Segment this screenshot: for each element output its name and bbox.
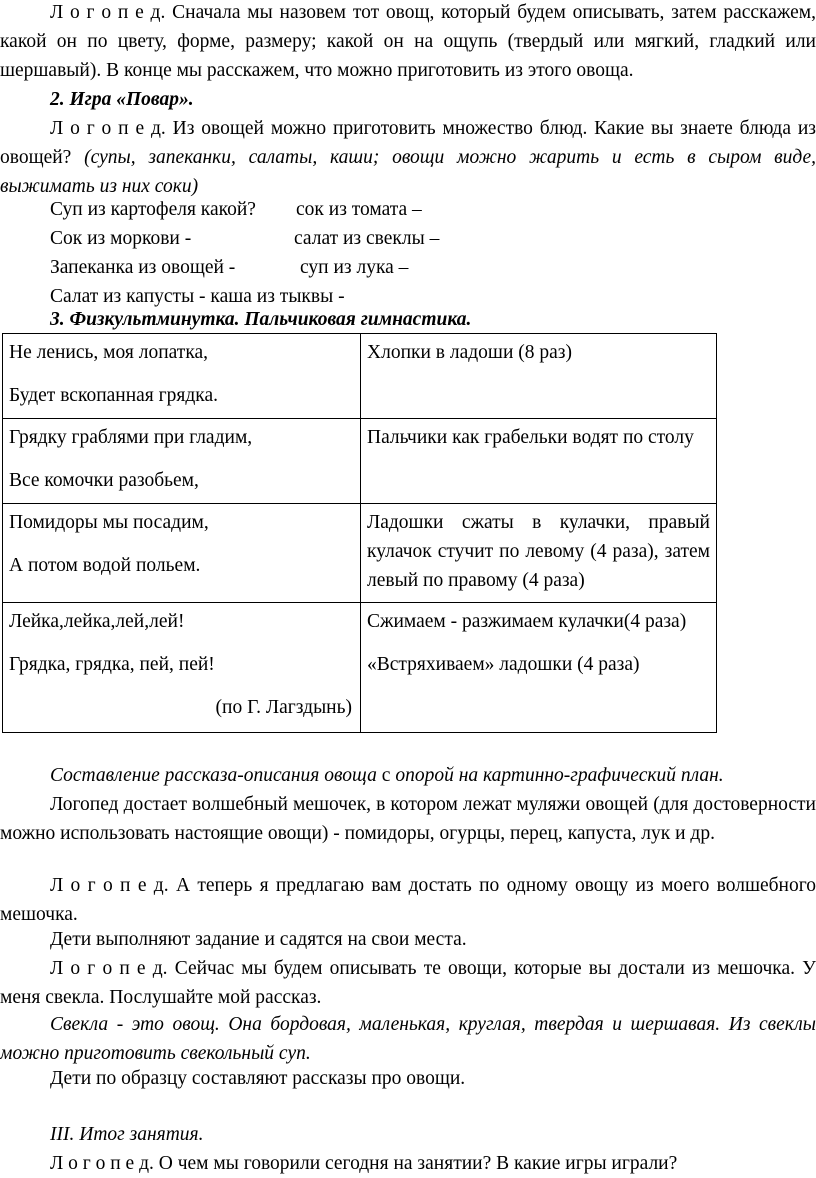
table-row <box>3 334 717 419</box>
gymnastics-table <box>2 333 717 733</box>
game2-heading: 2. Игра «Повар». <box>50 89 194 110</box>
story-heading: Составление рассказа-описания овоща с опорой на картинно-графический план. <box>50 765 724 786</box>
table-cell: Помидоры мы посадим, А потом водой польем. <box>3 504 361 603</box>
question-2: сок из томата – <box>296 199 422 220</box>
poem-author: (по Г. Лагздынь) <box>215 697 352 718</box>
summary-heading: III. Итог занятия. <box>50 1124 204 1145</box>
summary-paragraph: Л о г о п е д. О чем мы говорили сегодня на занятии? В какие игры играли? <box>50 1153 678 1174</box>
question-1: Суп из картофеля какой? <box>50 199 256 220</box>
story-paragraph-4: Л о г о п е д. Сейчас мы будем описывать те овощи, которые вы достали из мешочка. У меня свекла. Послушайте мой рассказ. <box>0 958 816 1008</box>
question-5: Запеканка из овощей - <box>50 257 236 278</box>
table-cell: Грядку граблями при гладим, Все комочки разобьем, <box>3 419 361 504</box>
table-row <box>3 603 717 733</box>
table-cell: Пальчики как грабельки водят по столу <box>361 419 717 504</box>
table-cell: Сжимаем - разжимаем кулачки(4 раза) «Встряхиваем» ладошки (4 раза) <box>361 603 717 733</box>
story-paragraph-3: Дети выполняют задание и садятся на свои места. <box>50 929 467 950</box>
question-7: Салат из капусты - каша из тыквы - <box>50 286 345 307</box>
story-paragraph-2: Л о г о п е д. А теперь я предлагаю вам достать по одному овощу из моего волшебного мешочка. <box>0 875 816 925</box>
speaker-label: Л о г о п е д. <box>50 958 168 979</box>
game2-paragraph: Л о г о п е д. Из овощей можно приготовить множество блюд. Какие вы знаете блюда из овощей? (супы, запеканки, салаты, каши; овощи можно жарить и есть в сыром виде, выжимать из них соки) <box>0 118 816 197</box>
table-cell: Хлопки в ладоши (8 раз) <box>361 334 717 419</box>
table-cell: Ладошки сжаты в кулачки, правый кулачок стучит по левому (4 раза), затем левый по правому (4 раза) <box>361 504 717 603</box>
question-3: Сок из моркови - <box>50 228 192 249</box>
story-example: Свекла - это овощ. Она бордовая, маленькая, круглая, твердая и шершавая. Из свеклы можно приготовить свекольный суп. <box>0 1014 816 1064</box>
story-paragraph-1: Логопед достает волшебный мешочек, в котором лежат муляжи овощей (для достоверности можно использовать настоящие овощи) - помидоры, огурцы, перец, капуста, лук и др. <box>0 794 816 844</box>
table-cell: Лейка,лейка,лей,лей! Грядка, грядка, пей, пей! (по Г. Лагздынь) <box>3 603 361 733</box>
speaker-label: Л о г о п е д. <box>50 118 166 139</box>
table-cell: Не ленись, моя лопатка, Будет вскопанная грядка. <box>3 334 361 419</box>
story-paragraph-6: Дети по образцу составляют рассказы про овощи. <box>50 1068 466 1089</box>
table-row <box>3 419 717 504</box>
question-6: суп из лука – <box>300 257 409 278</box>
speaker-label: Л о г о п е д. <box>50 875 169 896</box>
gym-heading: 3. Физкультминутка. Пальчиковая гимнастика. <box>50 309 472 330</box>
speaker-label: Л о г о п е д. <box>50 2 166 23</box>
speaker-label: Л о г о п е д. <box>50 1153 154 1174</box>
game2-answer: (супы, запеканки, салаты, каши; овощи можно жарить и есть в сыром виде, выжимать из них соки) <box>0 147 816 197</box>
intro-paragraph: Л о г о п е д. Сначала мы назовем тот овощ, который будем описывать, затем расскажем, какой он по цвету, форме, размеру; какой он на ощупь (твердый или мягкий, гладкий или шершавый). В конце мы расскажем, что можно приготовить из этого овоща. <box>0 2 816 81</box>
question-4: салат из свеклы – <box>294 228 440 249</box>
table-row <box>3 504 717 603</box>
